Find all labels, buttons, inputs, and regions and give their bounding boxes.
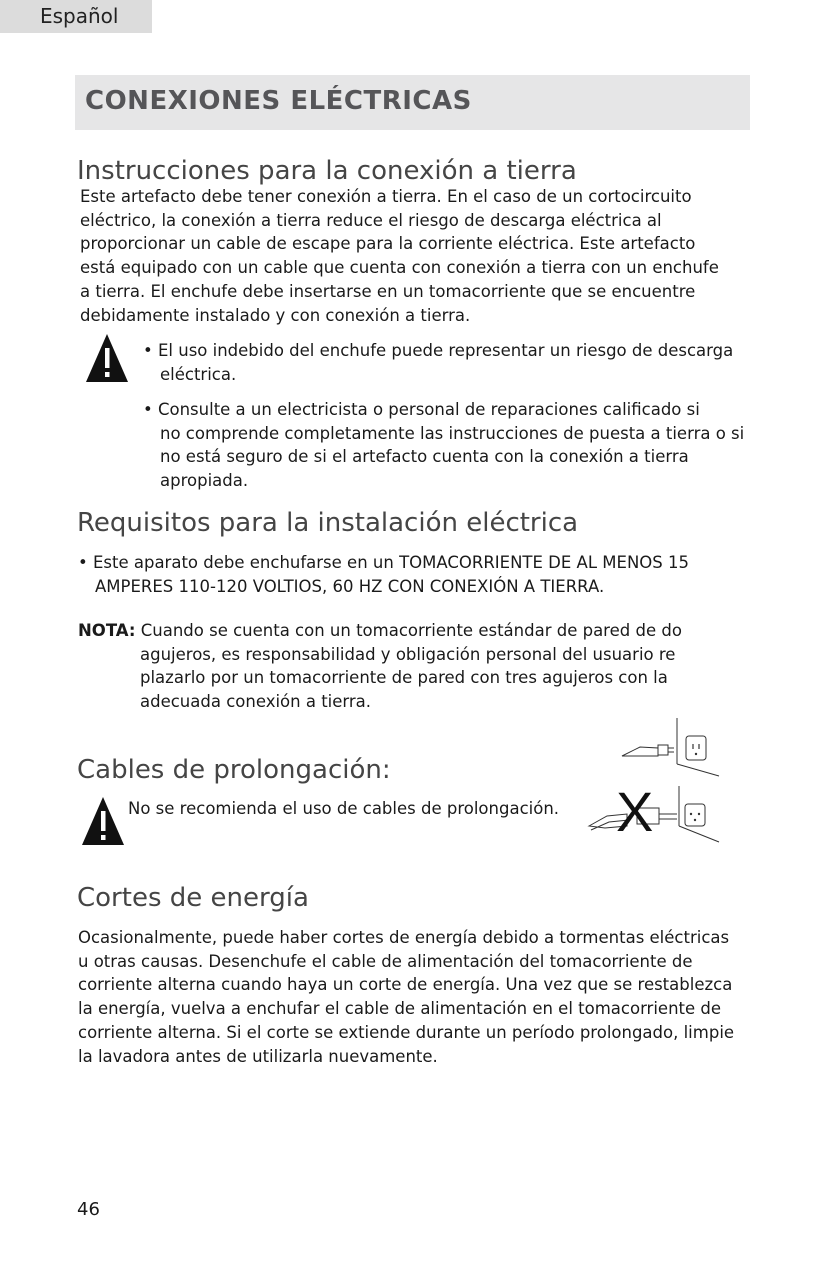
grounding-bullet-1: • El uso indebido del enchufe puede representar un riesgo de descarga eléctrica. <box>143 341 734 384</box>
grounding-paragraph: Este artefacto debe tener conexión a tierra. En el caso de un cortocircuito eléctrico, la conexión a tierra reduce el riesgo de descarga eléctrica al proporcionar un cable de escape para la corriente eléctrica. Este artefacto está equipado con un cable que cuenta con conexión a tierra con un enchufe a tierra. El enchufe debe insertarse en un tomacorriente que se encuentre debidamente instalado y con conexión a tierra. <box>80 187 719 325</box>
outages-paragraph: Ocasionalmente, puede haber cortes de energía debido a tormentas eléctricas u otras causas. Desenchufe el cable de alimentación del tomacorriente de corriente alterna cuando haya un corte de energía. Una vez que se restablezca la energía, vuelva a enchufar el cable de alimentación en el tomacorriente de corriente alterna. Si el corte se extiende durante un período prolongado, limpie la lavadora antes de utilizarla nuevamente. <box>78 928 735 1066</box>
note-label: NOTA: <box>78 621 136 640</box>
electrical-bullet: • Este aparato debe enchufarse en un TOMACORRIENTE DE AL MENOS 15 AMPERES 110-120 VOLTIOS, 60 HZ CON CONEXIÓN A TIERRA. <box>78 553 689 596</box>
extension-text: No se recomienda el uso de cables de prolongación. <box>128 799 560 818</box>
section-title: CONEXIONES ELÉCTRICAS <box>85 86 472 116</box>
note-block: NOTA: Cuando se cuenta con un tomacorriente estándar de pared de do agujeros, es responsabilidad y obligación personal del usuario re plazarlo por un tomacorriente de pared con tres agujeros con la adecuada conexión a tierra. <box>78 621 682 712</box>
grounding-heading: Instrucciones para la conexión a tierra <box>77 156 577 186</box>
extension-heading: Cables de prolongación: <box>77 755 391 785</box>
warning-icon <box>82 797 124 845</box>
language-tab: Español <box>0 0 152 33</box>
electrical-heading: Requisitos para la instalación eléctrica <box>77 508 579 538</box>
x-mark: X <box>616 780 654 843</box>
plug-correct-illustration <box>620 718 720 780</box>
warning-icon <box>86 334 128 382</box>
page-number: 46 <box>77 1199 100 1220</box>
outages-heading: Cortes de energía <box>77 883 309 913</box>
grounding-bullet-2: • Consulte a un electricista o personal de reparaciones calificado si no comprende completamente las instrucciones de puesta a tierra o si no está seguro de si el artefacto cuenta con la conexión a tierra apropiada. <box>143 400 745 491</box>
